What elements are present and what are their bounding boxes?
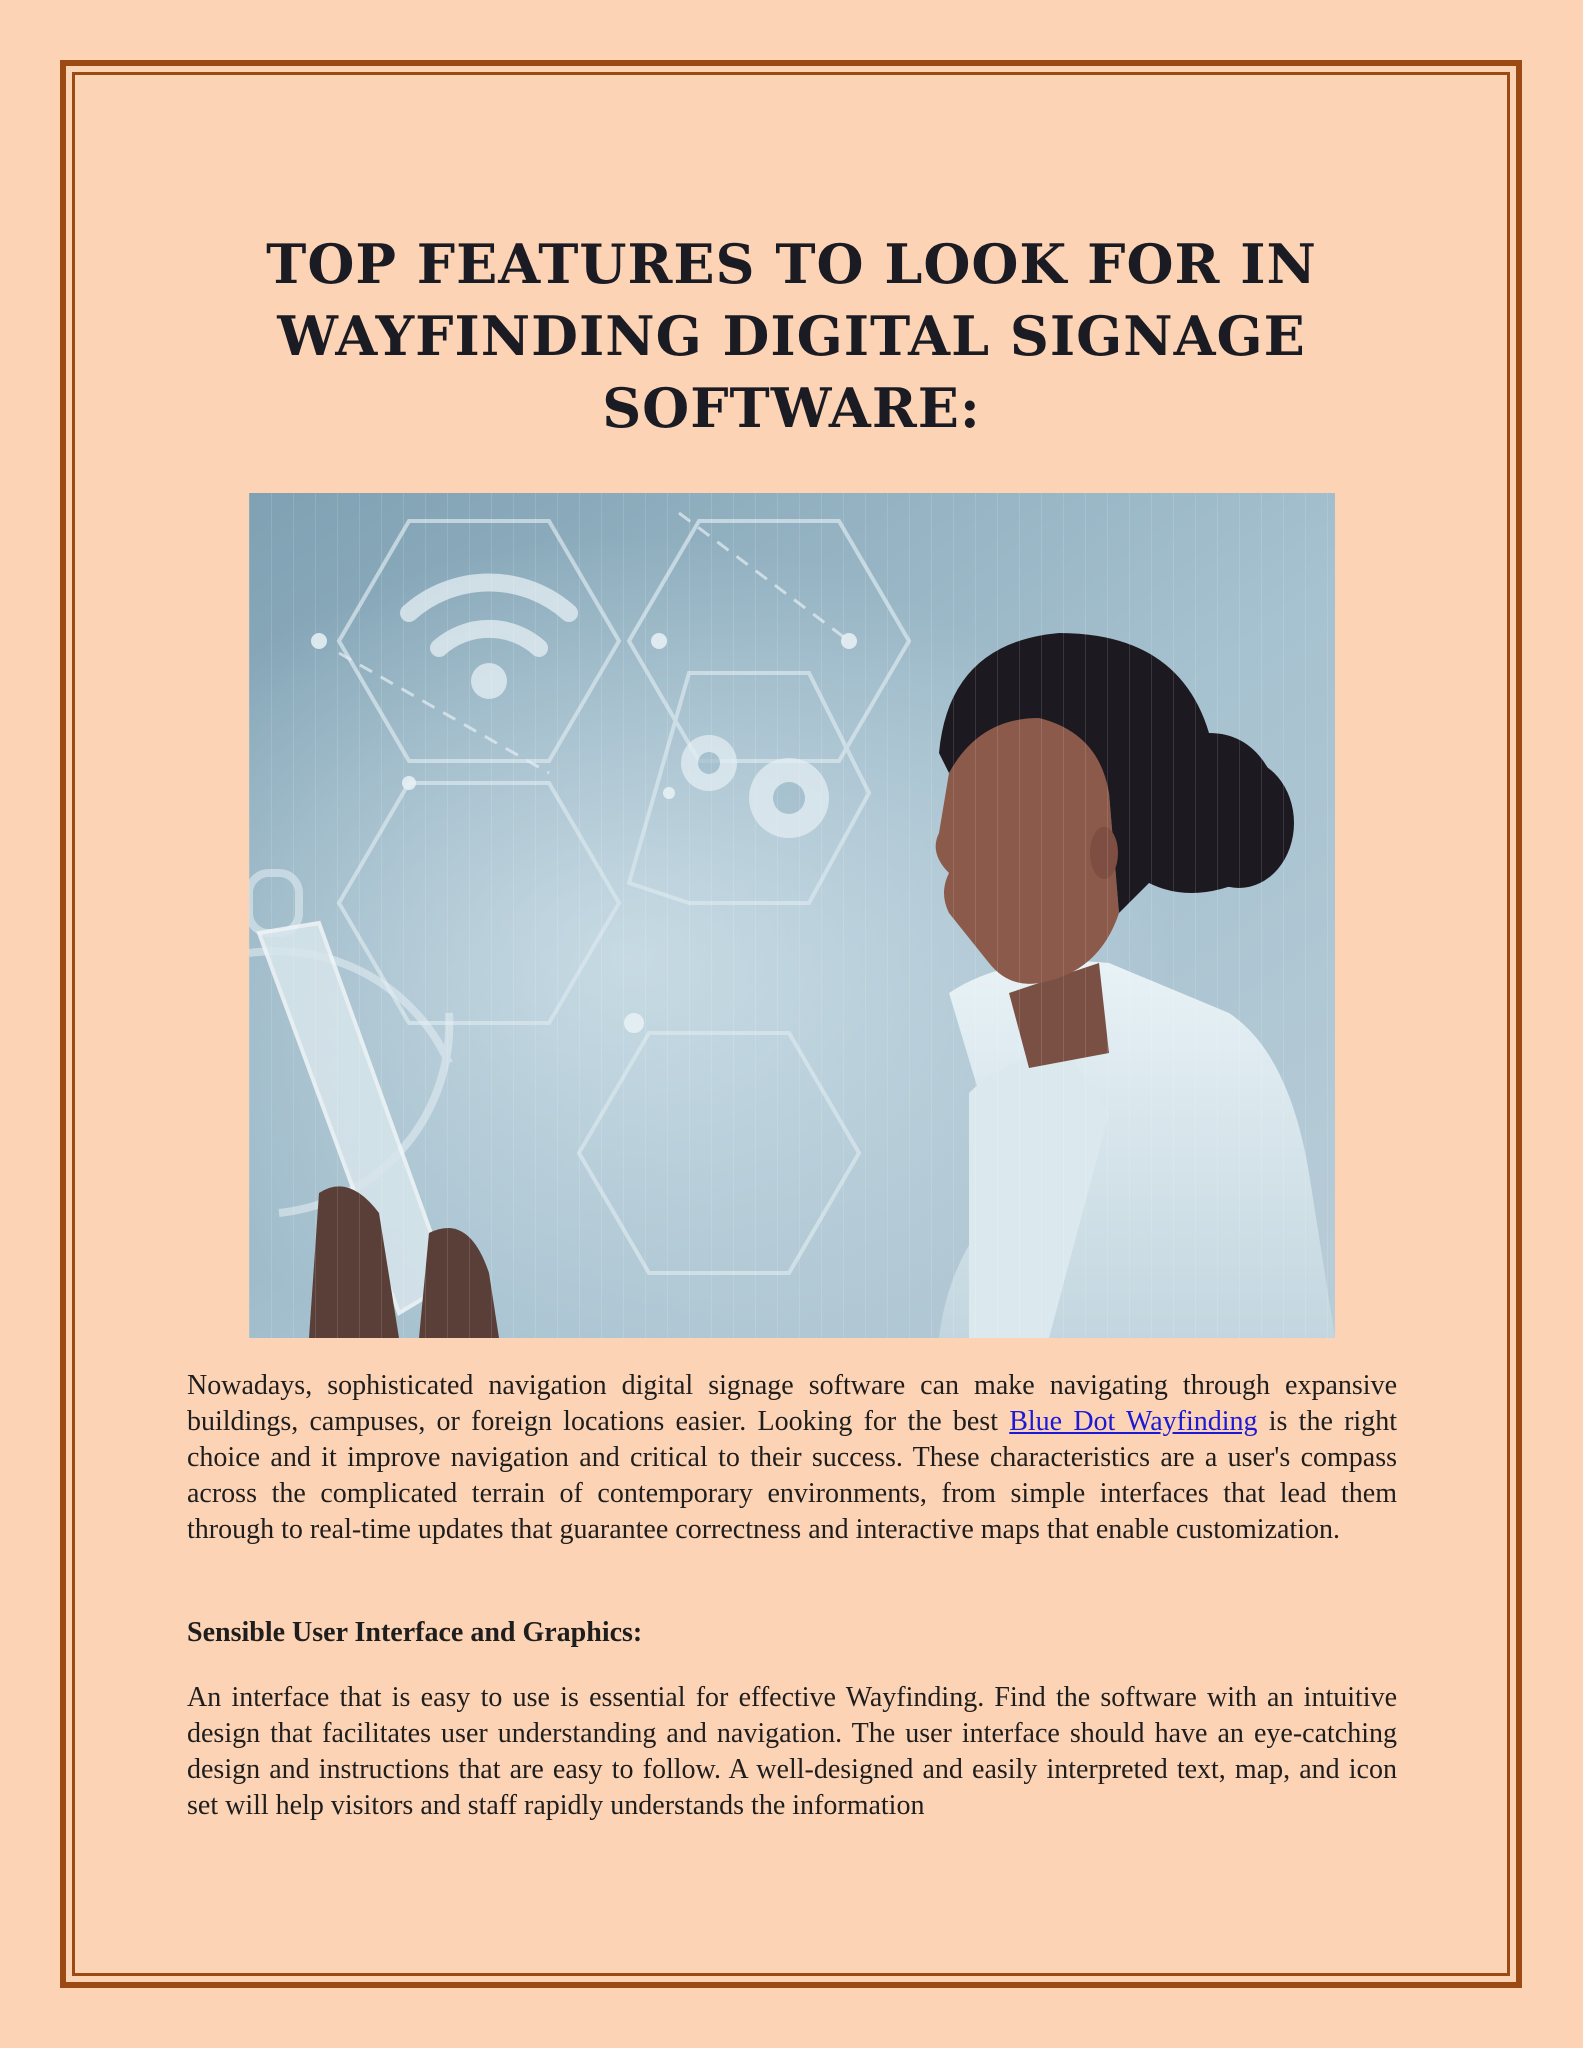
hero-image — [249, 493, 1335, 1338]
section-paragraph: An interface that is easy to use is essential for effective Wayfinding. Find the software with an intuitive design that facilitates user understanding and navigation. The user interface should have an eye-catching design and instructions that are easy to follow. A well-designed and easily interpreted text, map, and icon set will help visitors and staff rapidly understands the information — [187, 1682, 1397, 1821]
page-title: TOP FEATURES TO LOOK FOR IN WAYFINDING DIGITAL SIGNAGE SOFTWARE: — [266, 232, 1317, 440]
section-heading: Sensible User Interface and Graphics: — [187, 1617, 643, 1648]
blue-dot-wayfinding-link[interactable]: Blue Dot Wayfinding — [1009, 1406, 1258, 1437]
intro-paragraph: Nowadays, sophisticated navigation digital signage software can make navigating through expansive buildings, campuses, or foreign locations easier. Looking for the best Blue Dot Wayfinding is the right choice and it improve navigation and critical to their success. These characteristics are a user's compass across the complicated terrain of contemporary environments, from simple interfaces that lead them through to real-time updates that guarantee correctness and interactive maps that enable customization. — [187, 1370, 1397, 1545]
